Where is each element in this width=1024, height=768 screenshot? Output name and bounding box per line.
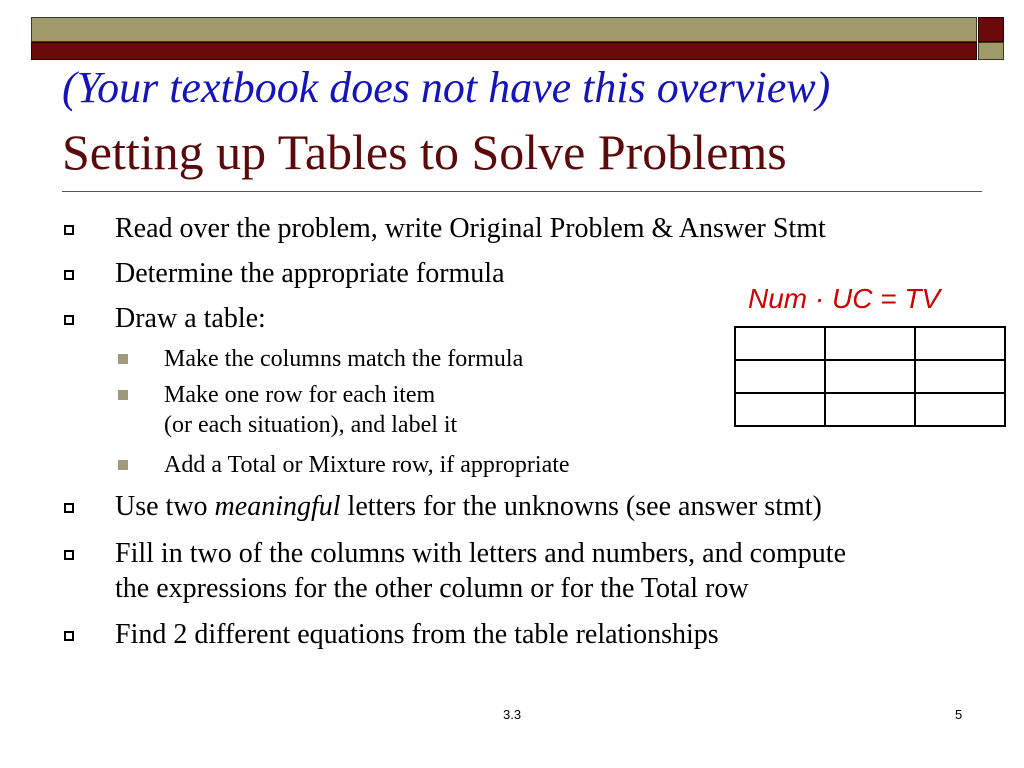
slide-title: Setting up Tables to Solve Problems (62, 124, 787, 180)
sub-bullet-text: Add a Total or Mixture row, if appropriate (164, 452, 570, 478)
filled-square-bullet-icon (118, 354, 128, 364)
table-cell (915, 360, 1005, 393)
sub-bullet-text-line2: (or each situation), and label it (164, 412, 458, 438)
slide-subtitle: (Your textbook does not have this overview) (62, 63, 831, 112)
table-cell (735, 327, 825, 360)
sub-bullet-text-line1: Make one row for each item (164, 382, 436, 408)
table-cell (735, 393, 825, 426)
table-cell (735, 360, 825, 393)
table-cell (915, 393, 1005, 426)
formula-label: Num · UC = TV (748, 283, 941, 314)
sub-bullet-text: Make the columns match the formula (164, 346, 524, 372)
bullet-text-emphasis: meaningful (214, 491, 341, 522)
table-cell (825, 393, 915, 426)
filled-square-bullet-icon (118, 460, 128, 470)
bullet-text: Draw a table: (115, 303, 266, 334)
bullet-text (115, 490, 822, 524)
footer-page-number: 5 (955, 707, 963, 722)
hollow-square-bullet-icon (64, 315, 74, 325)
hollow-square-bullet-icon (64, 550, 74, 560)
bullet-text-after: letters for the unknowns (see answer stmt) (340, 491, 822, 522)
title-divider (62, 191, 982, 192)
footer-section-number: 3.3 (503, 707, 522, 722)
hollow-square-bullet-icon (64, 270, 74, 280)
bullet-text: Find 2 different equations from the table relationships (115, 619, 719, 650)
table-cell (825, 360, 915, 393)
bullet-text: Read over the problem, write Original Problem & Answer Stmt (115, 213, 826, 244)
hollow-square-bullet-icon (64, 503, 74, 513)
header-square-maroon (978, 17, 1004, 42)
header-bar-maroon (31, 42, 977, 60)
bullet-text: Determine the appropriate formula (115, 258, 505, 289)
table-cell (825, 327, 915, 360)
header-square-olive (978, 42, 1004, 60)
hollow-square-bullet-icon (64, 225, 74, 235)
table-cell (915, 327, 1005, 360)
empty-table-diagram (734, 326, 1006, 427)
bullet-text-before: Use two (115, 491, 215, 522)
bullet-text-line1: Fill in two of the columns with letters and numbers, and compute (115, 538, 846, 569)
filled-square-bullet-icon (118, 390, 128, 400)
hollow-square-bullet-icon (64, 631, 74, 641)
bullet-text-line2: the expressions for the other column or for the Total row (115, 573, 749, 604)
header-bar-olive (31, 17, 977, 42)
